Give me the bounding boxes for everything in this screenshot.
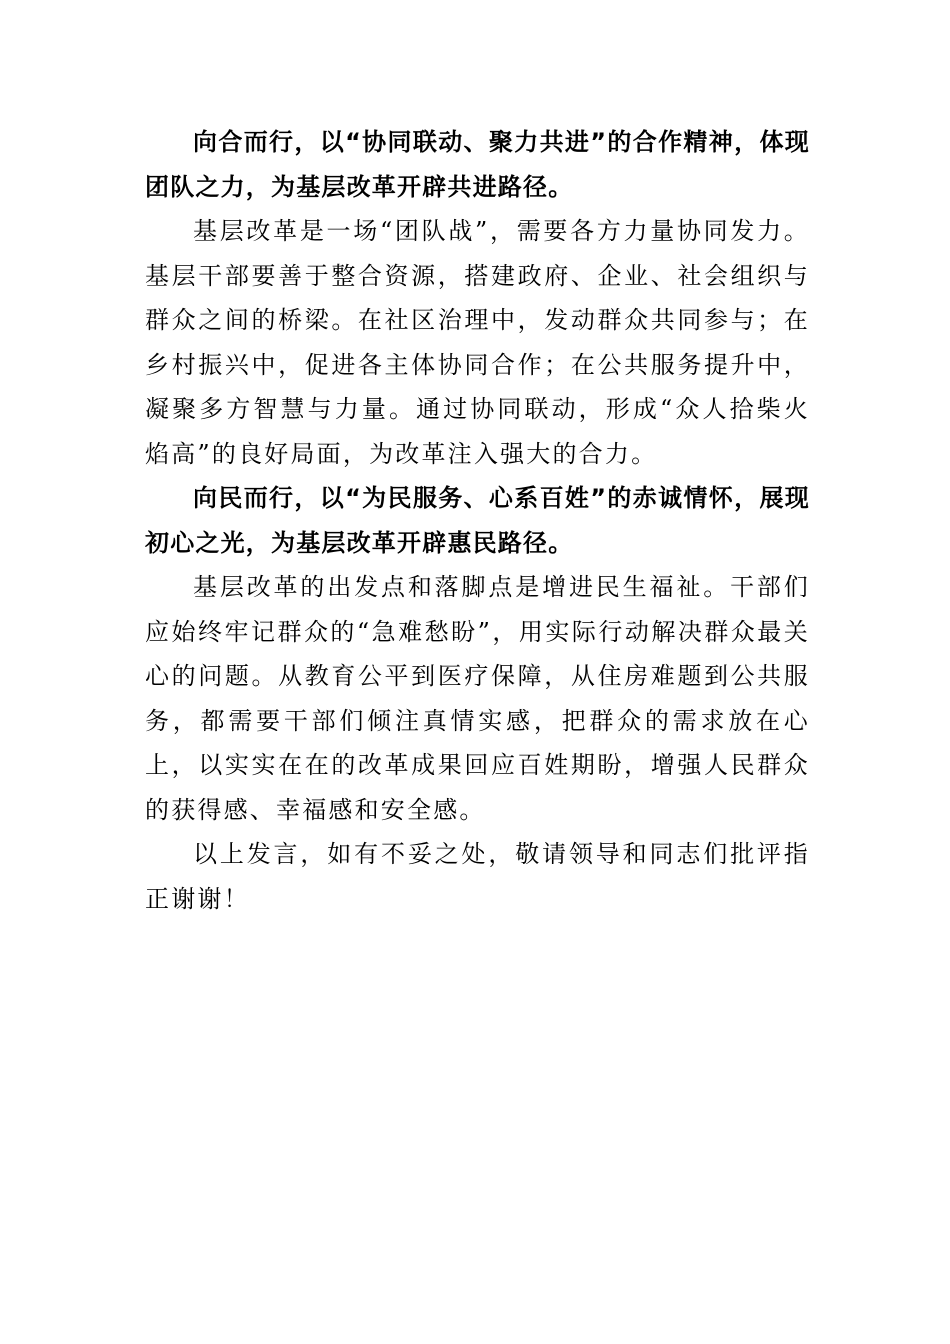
section-heading-people: 向民而行，以“为民服务、心系百姓”的赤诚情怀，展现初心之光，为基层改革开辟惠民路径。 — [145, 484, 810, 557]
body-paragraph-people: 基层改革的出发点和落脚点是增进民生福祉。干部们应始终牢记群众的“急难愁盼”，用实际行动解决群众最关心的问题。从教育公平到医疗保障，从住房难题到公共服务，都需要干部们倾注真情实感，把群众的需求放在心上，以实实在在的改革成果回应百姓期盼，增强人民群众的获得感、幸福感和安全感。 — [145, 573, 810, 824]
closing-paragraph: 以上发言，如有不妥之处，敬请领导和同志们批评指正谢谢！ — [145, 840, 810, 913]
document-body — [145, 120, 810, 921]
section-heading-cooperation: 向合而行，以“协同联动、聚力共进”的合作精神，体现团队之力，为基层改革开辟共进路径。 — [145, 128, 810, 201]
body-paragraph-cooperation: 基层改革是一场“团队战”，需要各方力量协同发力。基层干部要善于整合资源，搭建政府、企业、社会组织与群众之间的桥梁。在社区治理中，发动群众共同参与；在乡村振兴中，促进各主体协同合作；在公共服务提升中，凝聚多方智慧与力量。通过协同联动，形成“众人拾柴火焰高”的良好局面，为改革注入强大的合力。 — [145, 217, 810, 468]
